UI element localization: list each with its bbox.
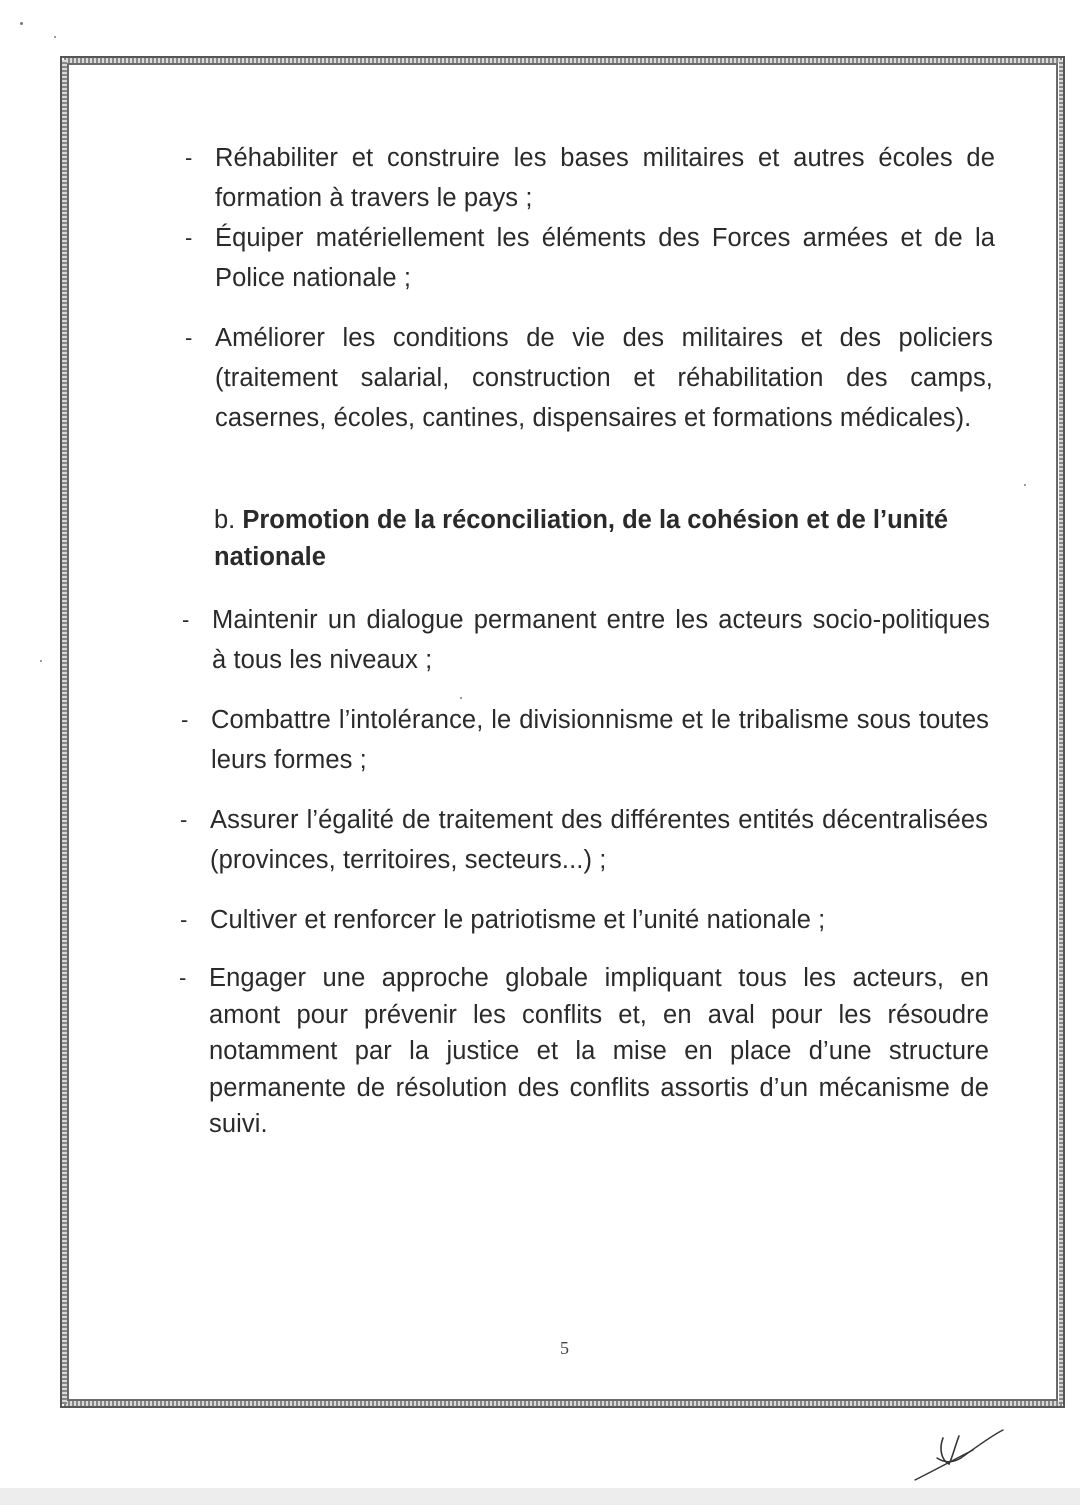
scan-speck (20, 22, 23, 25)
list-item (185, 138, 995, 218)
section-heading-prefix: b. (214, 506, 236, 534)
list-item-text: Engager une approche globale impliquant tous les acteurs, en amont pour prévenir les conflits et, en aval pour les résoudre notamment par la justice et la mise en place d’une structure permanente de résolution des conflits assortis d’un mécanisme de suivi. (209, 964, 989, 1138)
bullet-dash: - (182, 607, 190, 632)
bullet-dash: - (180, 807, 188, 832)
scan-footer-strip (0, 1488, 1080, 1505)
scan-speck (1024, 484, 1026, 486)
bullet-dash: - (181, 707, 189, 732)
bullet-dash: - (179, 965, 187, 990)
list-item (180, 800, 988, 880)
bullet-dash: - (185, 145, 193, 170)
list-item-text: Maintenir un dialogue permanent entre les acteurs socio-politiques à tous les niveaux ; (212, 606, 990, 674)
list-item-text: Équiper matériellement les éléments des Forces armées et de la Police nationale ; (215, 224, 995, 292)
scan-speck (460, 697, 462, 699)
bullet-dash: - (180, 907, 188, 932)
list-item-text: Réhabiliter et construire les bases militaires et autres écoles de formation à travers le pays ; (215, 144, 995, 212)
signature-mark-icon (905, 1418, 1015, 1488)
section-heading (214, 502, 992, 576)
section-heading-title: Promotion de la réconciliation, de la cohésion et de l’unité nationale (214, 506, 948, 571)
list-item-text: Combattre l’intolérance, le divisionnisme et le tribalisme sous toutes leurs formes ; (211, 706, 989, 774)
list-item-text: Améliorer les conditions de vie des militaires et des policiers (traitement salarial, construction et réhabilitation des camps, casernes, écoles, cantines, dispensaires et formations médicales). (215, 324, 993, 432)
bullet-dash: - (185, 325, 193, 350)
scan-speck (40, 660, 42, 662)
list-item (185, 318, 993, 438)
list-item (185, 218, 995, 298)
bullet-dash: - (185, 225, 193, 250)
page-number: 5 (560, 1338, 569, 1358)
scan-speck (54, 36, 56, 38)
list-item (182, 600, 990, 680)
list-item (179, 960, 989, 1143)
list-item (180, 900, 988, 940)
list-item-text: Cultiver et renforcer le patriotisme et l’unité nationale ; (210, 906, 826, 934)
list-item (181, 700, 989, 780)
list-item-text: Assurer l’égalité de traitement des différentes entités décentralisées (provinces, territoires, secteurs...) ; (210, 806, 988, 874)
